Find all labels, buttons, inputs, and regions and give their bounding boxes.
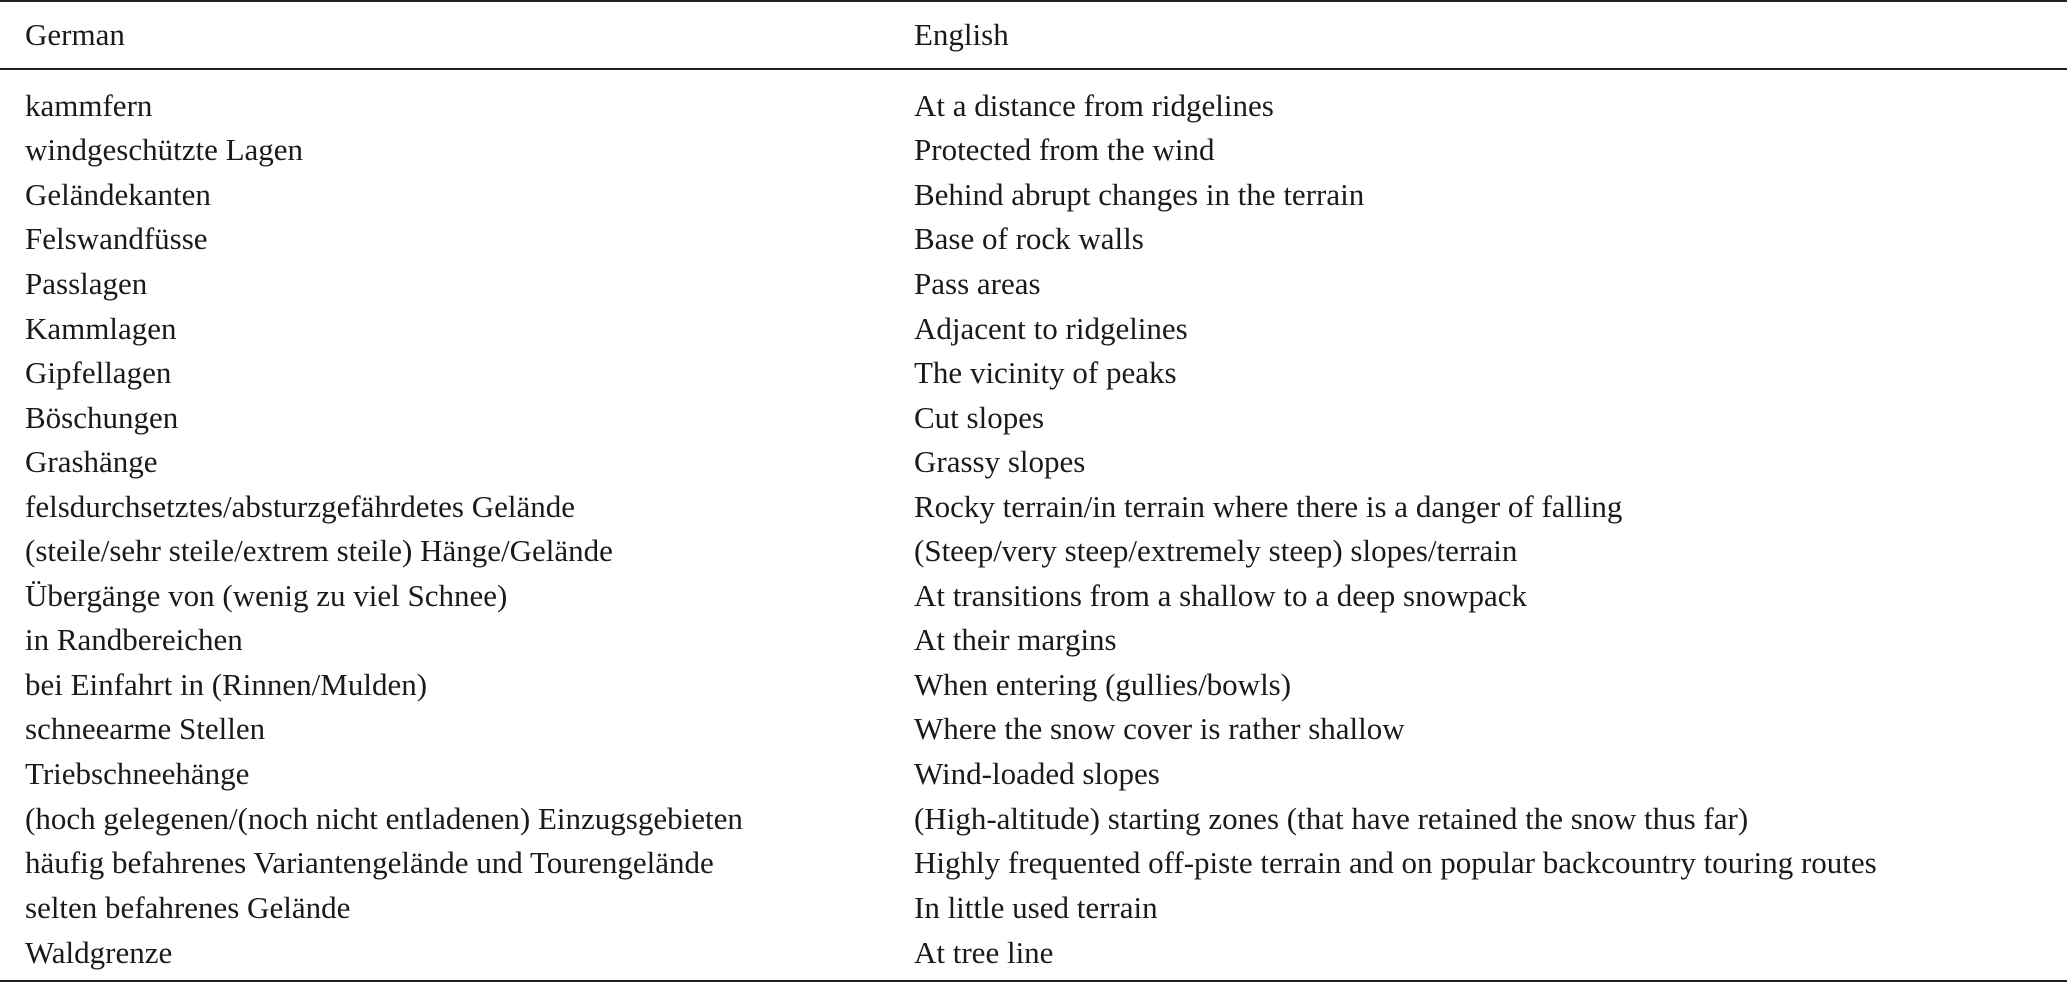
table-row xyxy=(0,618,2067,663)
cell-german: Kammlagen xyxy=(25,310,177,346)
table-row xyxy=(0,128,2067,173)
cell-german: häufig befahrenes Variantengelände und Tourengelände xyxy=(25,845,714,881)
cell-english: Where the snow cover is rather shallow xyxy=(914,711,1405,747)
table-row xyxy=(0,662,2067,707)
cell-english: Behind abrupt changes in the terrain xyxy=(914,176,1365,212)
header-german: German xyxy=(0,1,914,69)
table-row xyxy=(0,439,2067,484)
cell-english: At their margins xyxy=(914,622,1117,658)
table-row xyxy=(0,796,2067,841)
cell-german: Triebschneehänge xyxy=(25,755,250,791)
table-row xyxy=(0,261,2067,306)
table-header xyxy=(0,1,2067,69)
cell-english: When entering (gullies/bowls) xyxy=(914,666,1292,702)
table-row xyxy=(0,751,2067,796)
cell-german: Passlagen xyxy=(25,265,148,301)
cell-english: Cut slopes xyxy=(914,399,1045,435)
cell-german: Übergänge von (wenig zu viel Schnee) xyxy=(25,577,508,613)
table-row xyxy=(0,395,2067,440)
cell-english: Protected from the wind xyxy=(914,132,1215,168)
cell-english: Wind-loaded slopes xyxy=(914,755,1160,791)
cell-english: Rocky terrain/in terrain where there is a danger of falling xyxy=(914,488,1623,524)
table-row xyxy=(0,172,2067,217)
table-row xyxy=(0,929,2067,975)
cell-english: At a distance from ridgelines xyxy=(914,87,1274,123)
table-row xyxy=(0,707,2067,752)
table-body xyxy=(0,69,2067,975)
table-row xyxy=(0,885,2067,930)
cell-english: At tree line xyxy=(914,934,1054,970)
cell-english: At transitions from a shallow to a deep snowpack xyxy=(914,577,1527,613)
header-spacer xyxy=(0,69,2067,83)
cell-german: Böschungen xyxy=(25,399,179,435)
cell-german: windgeschützte Lagen xyxy=(25,132,304,168)
cell-german: Felswandfüsse xyxy=(25,221,208,257)
cell-english: Base of rock walls xyxy=(914,221,1144,257)
cell-german: Waldgrenze xyxy=(25,934,173,970)
table-row xyxy=(0,484,2067,529)
table-row xyxy=(0,573,2067,618)
cell-german: Geländekanten xyxy=(25,176,211,212)
cell-german: felsdurchsetztes/absturzgefährdetes Gelände xyxy=(25,488,575,524)
cell-english: Highly frequented off-piste terrain and on popular backcountry touring routes xyxy=(914,845,1877,881)
cell-german: in Randbereichen xyxy=(25,622,243,658)
cell-german: schneearme Stellen xyxy=(25,711,266,747)
cell-english: (High-altitude) starting zones (that have retained the snow thus far) xyxy=(914,800,1749,836)
table-row xyxy=(0,350,2067,395)
cell-german: (hoch gelegenen/(noch nicht entladenen) Einzugsgebieten xyxy=(25,800,743,836)
cell-english: Grassy slopes xyxy=(914,444,1086,480)
cell-english: (Steep/very steep/extremely steep) slopes/terrain xyxy=(914,533,1518,569)
table-row xyxy=(0,217,2067,262)
cell-english: Adjacent to ridgelines xyxy=(914,310,1188,346)
header-english: English xyxy=(914,1,2067,69)
table-row xyxy=(0,840,2067,885)
cell-german: bei Einfahrt in (Rinnen/Mulden) xyxy=(25,666,428,702)
cell-german: selten befahrenes Gelände xyxy=(25,889,351,925)
cell-german: (steile/sehr steile/extrem steile) Hänge/Gelände xyxy=(25,533,613,569)
table-row xyxy=(0,528,2067,573)
table-bottom-rule xyxy=(0,980,2067,982)
header-row xyxy=(0,1,2067,69)
cell-english: The vicinity of peaks xyxy=(914,355,1177,391)
cell-german: Gipfellagen xyxy=(25,355,172,391)
cell-german: Grashänge xyxy=(25,444,158,480)
table-row xyxy=(0,306,2067,351)
cell-german: kammfern xyxy=(25,87,153,123)
cell-english: Pass areas xyxy=(914,265,1041,301)
table-row xyxy=(0,83,2067,128)
cell-english: In little used terrain xyxy=(914,889,1158,925)
